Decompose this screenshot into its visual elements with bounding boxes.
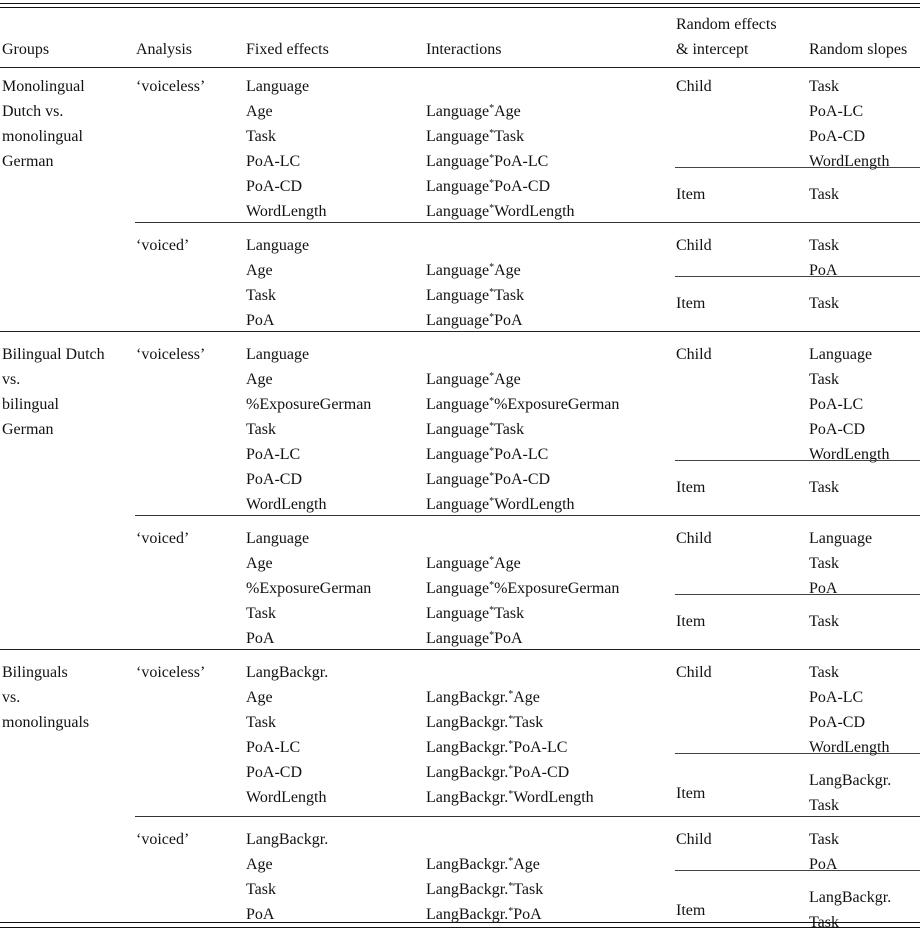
- analysis-name: ‘voiceless’: [136, 78, 206, 95]
- table-top-rule-1: [0, 3, 920, 4]
- random-effect-label: Item: [676, 784, 706, 802]
- random-slope: LangBackgr.: [809, 889, 892, 906]
- header-random-slopes: Random slopes: [809, 41, 908, 58]
- group-label-line: German: [2, 421, 54, 438]
- interaction-term: Language*Age: [426, 103, 521, 120]
- random-effect-label: Item: [676, 613, 706, 630]
- group-label-line: Bilingual Dutch: [2, 346, 105, 363]
- fixed-effect: PoA-LC: [246, 739, 301, 756]
- random-effect-label: Child: [676, 664, 712, 681]
- interaction-term: Language*WordLength: [426, 203, 575, 220]
- random-slope: Language: [809, 530, 873, 547]
- random-slope: PoA-LC: [809, 689, 864, 706]
- random-slope: Task: [809, 914, 839, 931]
- header-analysis: Analysis: [136, 41, 192, 58]
- analysis-divider: [135, 222, 920, 223]
- fixed-effect: Task: [246, 714, 276, 731]
- analysis-name: ‘voiced’: [136, 831, 190, 848]
- group-label-line: vs.: [2, 371, 21, 388]
- fixed-effect: PoA-LC: [246, 446, 301, 463]
- fixed-effect: WordLength: [246, 496, 327, 513]
- random-slope: WordLength: [809, 153, 890, 170]
- random-slope: PoA-CD: [809, 714, 866, 731]
- random-slope: WordLength: [809, 739, 890, 756]
- random-slope: Task: [809, 371, 839, 388]
- random-slope: Task: [809, 831, 839, 848]
- interaction-term: Language*PoA-LC: [426, 153, 549, 170]
- interaction-term: Language*PoA-LC: [426, 446, 549, 463]
- interaction-term: LangBackgr.*PoA-LC: [426, 739, 568, 756]
- random-effect-label: Child: [676, 237, 712, 254]
- random-effect-label: Item: [676, 479, 706, 496]
- interaction-term: Language*Age: [426, 371, 521, 388]
- analysis-divider: [135, 515, 920, 516]
- interaction-term: LangBackgr.*WordLength: [426, 789, 594, 806]
- random-effect-label: Item: [676, 295, 706, 312]
- analysis-name: ‘voiceless’: [136, 664, 206, 681]
- fixed-effect: Task: [246, 287, 276, 304]
- header-rule: [0, 67, 920, 68]
- analysis-name: ‘voiced’: [136, 530, 190, 547]
- interaction-term: LangBackgr.*Task: [426, 881, 544, 898]
- random-slope: Task: [809, 479, 839, 496]
- random-slope: Task: [809, 237, 839, 254]
- header-interactions: Interactions: [426, 41, 502, 58]
- group-label-line: Bilinguals: [2, 664, 68, 681]
- random-slope: Language: [809, 346, 873, 363]
- fixed-effect: PoA: [246, 906, 275, 923]
- random-slope: Task: [809, 613, 839, 630]
- fixed-effect: WordLength: [246, 203, 327, 220]
- random-slope: PoA: [809, 580, 838, 597]
- fixed-effect: Language: [246, 78, 310, 95]
- fixed-effect: WordLength: [246, 789, 327, 806]
- fixed-effect: LangBackgr.: [246, 664, 329, 681]
- fixed-effect: PoA-CD: [246, 764, 303, 781]
- table-top-rule-2: [0, 7, 920, 8]
- random-slope: Task: [809, 295, 839, 312]
- random-slope: PoA-CD: [809, 421, 866, 438]
- interaction-term: LangBackgr.*PoA-CD: [426, 764, 570, 781]
- random-slope: PoA-LC: [809, 103, 864, 120]
- random-effect-label: Child: [676, 346, 712, 363]
- interaction-term: Language*Age: [426, 262, 521, 279]
- fixed-effect: PoA: [246, 312, 275, 329]
- interaction-term: LangBackgr.*PoA: [426, 906, 542, 923]
- header-fixed-effects: Fixed effects: [246, 41, 329, 58]
- interaction-term: Language*PoA-CD: [426, 178, 551, 195]
- random-slope: Task: [809, 186, 839, 203]
- interaction-term: Language*Task: [426, 421, 525, 438]
- fixed-effect: Task: [246, 128, 276, 145]
- random-slope: WordLength: [809, 446, 890, 463]
- group-label-line: monolinguals: [2, 714, 90, 731]
- random-effects-divider: [675, 594, 920, 595]
- interaction-term: LangBackgr.*Age: [426, 856, 540, 873]
- interaction-term: Language*WordLength: [426, 496, 575, 513]
- random-slope: PoA: [809, 262, 838, 279]
- random-slope: Task: [809, 555, 839, 572]
- random-effects-divider: [675, 167, 920, 168]
- fixed-effect: Age: [246, 856, 273, 873]
- fixed-effect: Age: [246, 371, 273, 388]
- fixed-effect: Age: [246, 103, 273, 120]
- random-effect-label: Child: [676, 78, 712, 95]
- group-divider: [0, 331, 920, 332]
- random-effect-label: Child: [676, 831, 712, 848]
- group-divider: [0, 649, 920, 650]
- interaction-term: Language*%ExposureGerman: [426, 396, 620, 413]
- interaction-term: Language*Task: [426, 128, 525, 145]
- random-slope: Task: [809, 797, 839, 814]
- random-slope: PoA-CD: [809, 128, 866, 145]
- random-effects-divider: [675, 460, 920, 461]
- fixed-effect: Language: [246, 237, 310, 254]
- interaction-term: LangBackgr.*Age: [426, 689, 540, 706]
- fixed-effect: Task: [246, 605, 276, 622]
- fixed-effect: Age: [246, 555, 273, 572]
- random-effects-divider: [675, 753, 920, 754]
- interaction-term: Language*%ExposureGerman: [426, 580, 620, 597]
- fixed-effect: PoA-CD: [246, 471, 303, 488]
- group-label-line: monolingual: [2, 128, 83, 145]
- header-random-effects-line2: & intercept: [676, 41, 749, 58]
- random-slope: Task: [809, 664, 839, 681]
- fixed-effect: Task: [246, 421, 276, 438]
- fixed-effect: PoA: [246, 630, 275, 647]
- table-bottom-rule-2: [0, 927, 920, 928]
- interaction-term: Language*Task: [426, 605, 525, 622]
- fixed-effect: LangBackgr.: [246, 831, 329, 848]
- table-bottom-rule-1: [0, 922, 920, 923]
- analysis-name: ‘voiced’: [136, 237, 190, 254]
- random-slope: LangBackgr.: [809, 772, 892, 789]
- fixed-effect: PoA-LC: [246, 153, 301, 170]
- random-effects-divider: [675, 870, 920, 871]
- fixed-effect: PoA-CD: [246, 178, 303, 195]
- analysis-divider: [135, 816, 920, 817]
- group-label-line: German: [2, 153, 54, 170]
- group-label-line: bilingual: [2, 396, 59, 413]
- interaction-term: Language*Age: [426, 555, 521, 572]
- interaction-term: LangBackgr.*Task: [426, 714, 544, 731]
- interaction-term: Language*Task: [426, 287, 525, 304]
- random-effect-label: Child: [676, 530, 712, 547]
- group-label-line: vs.: [2, 689, 21, 706]
- fixed-effect: Age: [246, 262, 273, 279]
- group-label-line: Dutch vs.: [2, 103, 64, 120]
- random-slope: PoA: [809, 856, 838, 873]
- interaction-term: Language*PoA: [426, 312, 523, 329]
- header-random-effects-line1: Random effects: [676, 16, 777, 33]
- header-groups: Groups: [2, 41, 50, 58]
- random-slope: Task: [809, 78, 839, 95]
- random-effect-label: Item: [676, 186, 706, 203]
- fixed-effect: %ExposureGerman: [246, 580, 372, 597]
- analysis-name: ‘voiceless’: [136, 346, 206, 363]
- interaction-term: Language*PoA: [426, 630, 523, 647]
- fixed-effect: Language: [246, 530, 310, 547]
- fixed-effect: Task: [246, 881, 276, 898]
- interaction-term: Language*PoA-CD: [426, 471, 551, 488]
- group-label-line: Monolingual: [2, 78, 85, 95]
- random-slope: PoA-LC: [809, 396, 864, 413]
- random-effect-label: Item: [676, 901, 706, 919]
- fixed-effect: Age: [246, 689, 273, 706]
- random-effects-divider: [675, 276, 920, 277]
- fixed-effect: %ExposureGerman: [246, 396, 372, 413]
- fixed-effect: Language: [246, 346, 310, 363]
